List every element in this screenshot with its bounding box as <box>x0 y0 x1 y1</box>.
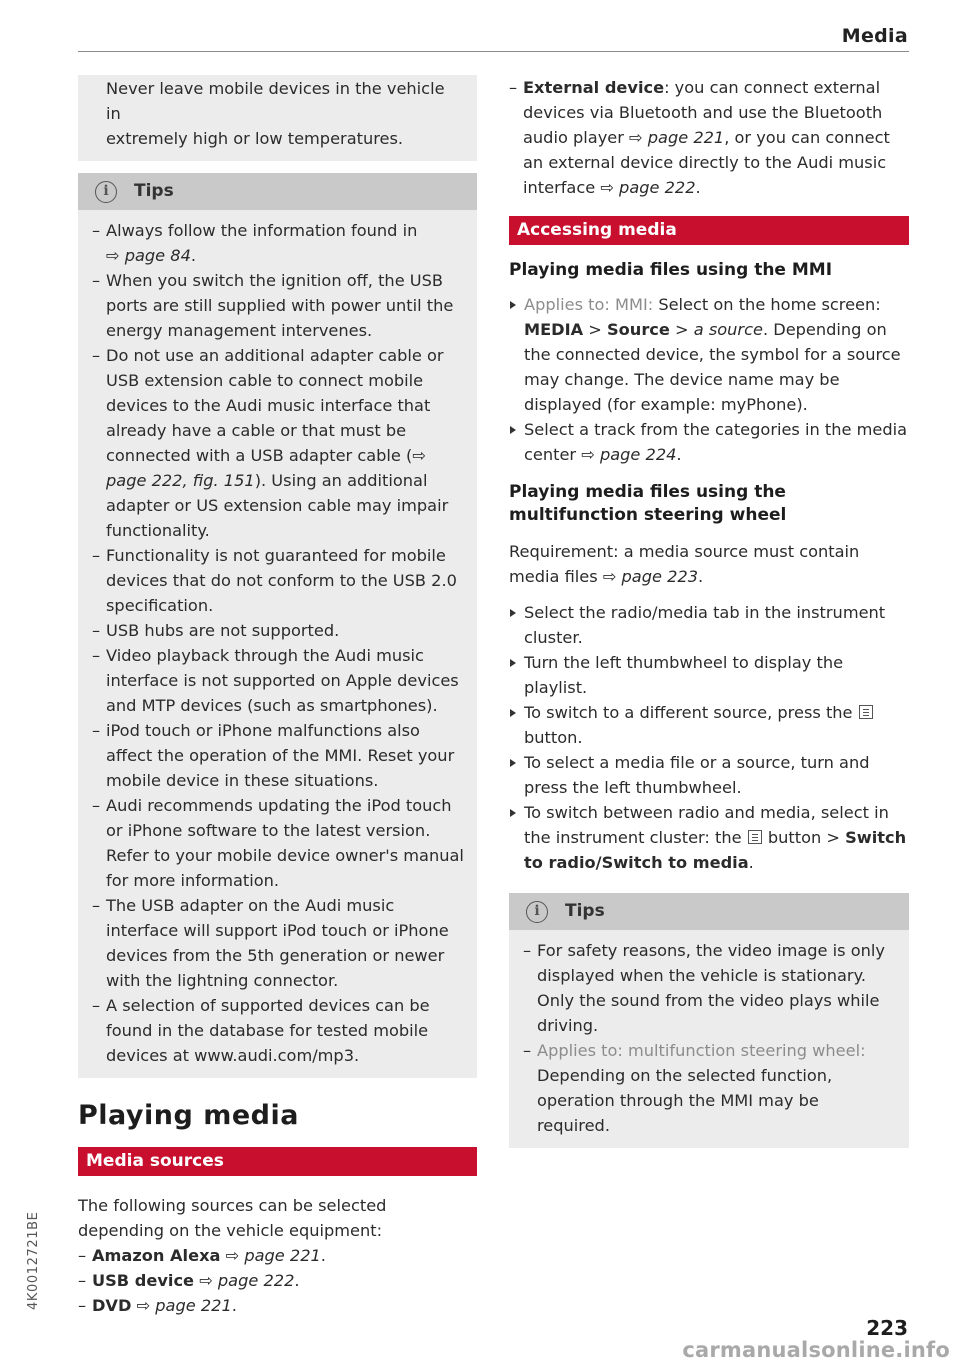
section-title: Playing media <box>78 1100 299 1131</box>
menu-button-icon <box>859 705 873 719</box>
subsection-bar-media-sources: Media sources <box>78 1147 477 1176</box>
step-item: Applies to: MMI: Select on the home screen: MEDIA > Source > a source. Depending on the connected device, the symbol for a source may change. The device name may be displayed (for example: myPhone). <box>509 292 909 417</box>
tip-item: – The USB adapter on the Audi music interface will support iPod touch or iPhone devices from the 5th generation or newer with the lightning connector. <box>92 893 465 993</box>
step-item: Select the radio/media tab in the instrument cluster. <box>509 600 909 650</box>
requirement-text: Requirement: a media source must contain media files ⇨ page 223. <box>509 542 860 586</box>
header-rule <box>78 51 909 52</box>
info-icon: i <box>526 901 548 923</box>
tip-item: – A selection of supported devices can be found in the database for tested mobile devices at www.audi.com/mp3. <box>92 993 465 1068</box>
tip-item: – Always follow the information found in ⇨ page 84. <box>92 218 465 268</box>
external-device-item: – External device: you can connect external devices via Bluetooth and use the Bluetooth audio player ⇨ page 221, or you can connect an external device directly to the Audi music interface ⇨ page 222. <box>509 75 909 200</box>
tips-label: Tips <box>134 181 174 201</box>
tip-item: – Audi recommends updating the iPod touch or iPhone software to the latest version. Refer to your mobile device owner's manual for more information. <box>92 793 465 893</box>
running-header-title: Media <box>841 25 908 47</box>
subsection-bar-accessing-media: Accessing media <box>509 216 909 245</box>
menu-button-icon <box>748 830 762 844</box>
info-icon: i <box>95 181 117 203</box>
tip-item: – For safety reasons, the video image is only displayed when the vehicle is stationary. Only the sound from the video plays while driving. <box>523 938 895 1038</box>
tip-item: – Video playback through the Audi music interface is not supported on Apple devices and MTP devices (such as smartphones). <box>92 643 465 718</box>
source-item: – DVD ⇨ page 221. <box>78 1293 477 1318</box>
tip-item: – When you switch the ignition off, the USB ports are still supplied with power until the energy management intervenes. <box>92 268 465 343</box>
tip-item: – USB hubs are not supported. <box>92 618 465 643</box>
step-item: Select a track from the categories in the media center ⇨ page 224. <box>509 417 909 467</box>
tip-item: – Do not use an additional adapter cable or USB extension cable to connect mobile devices to the Audi music interface that already have a cable or that must be connected with a USB adapter cable (⇨ page 222, fig. 151). Using an additional adapter or US extension cable may impair functionality. <box>92 343 465 543</box>
page-reference: ⇨ page 221 <box>225 1246 321 1265</box>
right-column <box>509 75 909 1148</box>
tips-box-left <box>78 173 477 1078</box>
document-code: 4K0012721BE <box>26 1211 41 1310</box>
page-reference: ⇨ page 222, fig. 151 <box>106 446 426 490</box>
tip-item: – iPod touch or iPhone malfunctions also affect the operation of the MMI. Reset your mobile device in these situations. <box>92 718 465 793</box>
source-item: – Amazon Alexa ⇨ page 221. <box>78 1243 477 1268</box>
warning-note-box <box>78 75 477 161</box>
heading-mmi: Playing media files using the MMI <box>509 260 833 280</box>
left-column <box>78 75 477 1318</box>
step-item: To select a media file or a source, turn and press the left thumbwheel. <box>509 750 909 800</box>
note-line-2: extremely high or low temperatures. <box>106 129 404 148</box>
tips-list <box>509 930 909 1148</box>
tip-item: – Functionality is not guaranteed for mobile devices that do not conform to the USB 2.0 specification. <box>92 543 465 618</box>
tips-header <box>509 893 909 930</box>
step-item: To switch to a different source, press the button. <box>509 700 909 750</box>
note-line-1: Never leave mobile devices in the vehicle in <box>106 79 445 123</box>
tips-header <box>78 173 477 210</box>
page-reference: ⇨ page 223 <box>602 567 698 586</box>
page-reference: ⇨ page 222 <box>199 1271 295 1290</box>
heading-steering-wheel: Playing media files using the multifunction steering wheel <box>509 482 787 525</box>
page-reference: ⇨ page 221 <box>136 1296 232 1315</box>
page-reference: ⇨ page 221 <box>629 128 725 147</box>
tips-label: Tips <box>565 901 605 921</box>
step-item: Turn the left thumbwheel to display the playlist. <box>509 650 909 700</box>
page-reference: ⇨ page 224 <box>581 445 677 464</box>
tip-item: – Applies to: multifunction steering wheel: Depending on the selected function, operation through the MMI may be required. <box>523 1038 895 1138</box>
watermark: carmanualsonline.info <box>682 1338 950 1362</box>
tips-box-right <box>509 893 909 1148</box>
sources-intro: The following sources can be selected depending on the vehicle equipment: <box>78 1196 387 1240</box>
source-item: – USB device ⇨ page 222. <box>78 1268 477 1293</box>
page-reference: ⇨ page 84 <box>106 246 191 265</box>
page-reference: ⇨ page 222 <box>600 178 696 197</box>
tips-list <box>78 210 477 1078</box>
page-number: 223 <box>866 1316 908 1340</box>
step-item: To switch between radio and media, select in the instrument cluster: the button > Switch to radio/Switch to media. <box>509 800 909 875</box>
